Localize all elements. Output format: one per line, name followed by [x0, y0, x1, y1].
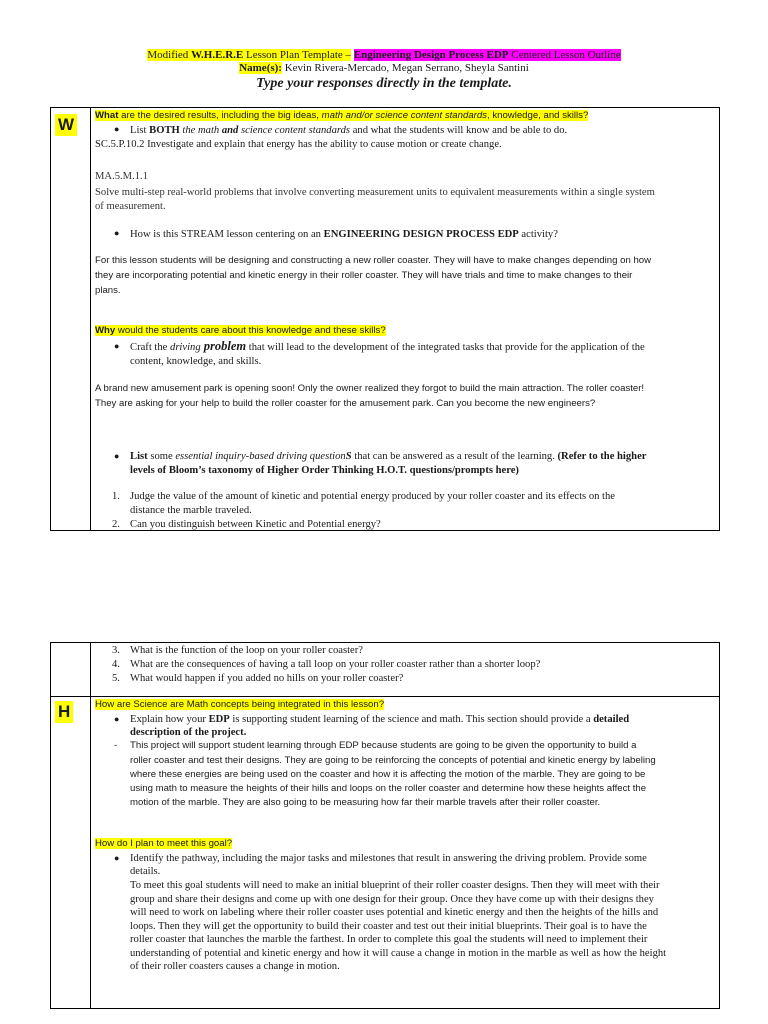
stream-paragraph-line: plans. — [95, 285, 121, 296]
bullet-text: and what the students will know and be able to do. — [350, 125, 568, 136]
names-value: Kevin Rivera-Mercado, Megan Serrano, Sheyla Santini — [284, 62, 529, 74]
q-keyword: What — [95, 110, 119, 121]
q-part-italic: math and/or science content standards — [321, 110, 487, 121]
question-item: Judge the value of the amount of kinetic and potential energy produced by your roller coaster and its effects on the — [130, 491, 616, 502]
goal-question: How do I plan to meet this goal? — [95, 838, 233, 849]
pathway-paragraph-line: group and share their designs and come up with one design for their group. Once they have come up with their designs they — [130, 894, 654, 905]
pathway-paragraph-line: To meet this goal students will need to make an initial blueprint of their roller coaster designs. Then they will meet with their — [130, 880, 660, 891]
q-part: would the students care about this knowledge and these skills? — [115, 325, 386, 336]
bullet-text: is supporting student learning of the science and math. This section should provide a — [229, 714, 594, 725]
bullet-bold-italic: and — [221, 125, 239, 136]
q-part: , knowledge, and skills? — [486, 110, 589, 121]
driving-problem-bullet — [130, 340, 645, 354]
questions-bullet-line2: levels of Bloom’s taxonomy of Higher Order Thinking H.O.T. questions/prompts here) — [130, 465, 519, 476]
question-item: Can you distinguish between Kinetic and Potential energy? — [130, 519, 381, 530]
list-number: 3. — [112, 645, 120, 656]
question-item: What is the function of the loop on your roller coaster? — [130, 645, 363, 656]
edp-bullet-line2: description of the project. — [130, 727, 247, 738]
pathway-paragraph-line: understanding of potential and kinetic energy and how it will cause a change in motion in the marble as well as how the height — [130, 948, 667, 959]
bullet-italic: driving — [170, 342, 201, 353]
bullet-text: that can be answered as a result of the learning. — [351, 451, 558, 462]
edp-paragraph-line: using math to measure the heights of their hills and loops on the roller coaster and determine how these heights affect the — [130, 783, 647, 794]
pathway-bullet: Identify the pathway, including the major tasks and milestones that result in answering the driving problem. Provide some — [130, 853, 647, 864]
edp-bullet — [130, 713, 629, 726]
instruction-line: Type your responses directly in the template. — [256, 76, 512, 91]
stream-paragraph-line: they are incorporating potential and kinetic energy in their roller coaster. They will have trials and time to make changes to their — [95, 270, 633, 281]
bullet-bold: List — [130, 451, 148, 462]
bullet-bold: BOTH — [149, 125, 180, 136]
bullet-bold: detailed — [593, 714, 630, 725]
bullet-text: some — [147, 451, 176, 462]
how-question: How are Science are Math concepts being integrated in this lesson? — [95, 699, 385, 710]
pathway-bullet-line2: details. — [130, 866, 161, 877]
why-question — [95, 324, 386, 339]
row-divider — [51, 696, 719, 697]
pathway-paragraph-line: of their roller coasters causes a change in motion. — [130, 961, 340, 972]
names-label: Name(s): — [239, 62, 282, 74]
bullet-italic: the math — [179, 125, 222, 136]
title-part: Modified — [147, 49, 189, 61]
stream-bullet — [130, 228, 558, 241]
edp-paragraph-line: where these energies are being used on the coaster and how it is affecting the motion of the marble. They are going to be — [130, 769, 646, 780]
science-standard: SC.5.P.10.2 Investigate and explain that energy has the ability to cause motion or create change. — [95, 139, 502, 150]
template-title — [0, 48, 768, 62]
bullet-text: that will lead to the development of the integrated tasks that provide for the application of the — [246, 342, 645, 353]
bullet-text: List — [130, 125, 150, 136]
bullet-icon: ● — [114, 714, 120, 724]
standards-bullet — [130, 124, 567, 137]
w-letter: W — [55, 114, 77, 136]
driving-problem-paragraph-line: A brand new amusement park is opening soon! Only the owner realized they forgot to build the main attraction. The roller coaster! — [95, 383, 645, 394]
title-part: Lesson Plan Template – — [245, 49, 352, 61]
h-letter: H — [55, 701, 73, 723]
list-number: 1. — [112, 491, 120, 502]
title-acronym: W.H.E.R.E — [191, 49, 244, 61]
bullet-bold-italic: problem — [200, 339, 247, 353]
question-item-line2: distance the marble traveled. — [130, 505, 252, 516]
column-divider — [90, 108, 91, 530]
bullet-icon: ● — [114, 124, 120, 134]
stream-paragraph-line: For this lesson students will be designing and constructing a new roller coaster. They will have to make changes depending on how — [95, 255, 652, 266]
question-item: What would happen if you added no hills on your roller coaster? — [130, 673, 404, 684]
q-keyword: Why — [95, 325, 116, 336]
bullet-bold: (Refer to the higher — [557, 451, 647, 462]
bullet-italic: science content standards — [238, 125, 351, 136]
bullet-icon: ● — [114, 451, 120, 461]
bullet-bold-italic: S — [345, 451, 352, 462]
pathway-paragraph-line: will need to work on labeling where their roller coaster uses potential and kinetic energy and then the heights of the hills and — [130, 907, 659, 918]
edp-paragraph-line: This project will support student learning through EDP because students are going to be given the opportunity to build a — [130, 740, 637, 751]
list-number: 5. — [112, 673, 120, 684]
bullet-text: Explain how your — [130, 714, 209, 725]
bullet-bold: EDP — [208, 714, 230, 725]
column-divider — [90, 643, 91, 1008]
bullet-icon: ● — [114, 228, 120, 238]
names-line — [0, 62, 768, 75]
bullet-bold: ENGINEERING DESIGN PROCESS EDP — [323, 229, 519, 240]
bullet-text: How is this STREAM lesson centering on an — [130, 229, 324, 240]
document-header — [0, 48, 768, 93]
edp-paragraph-line: motion of the marble. They are also going to be measuring how far their marble travels after their roller coaster. — [130, 797, 601, 808]
math-standard-line: of measurement. — [95, 201, 166, 212]
dash-marker: - — [114, 740, 118, 751]
bullet-italic: essential inquiry-based driving question — [175, 451, 346, 462]
bullet-text: Craft the — [130, 342, 171, 353]
q-part: are the desired results, including the big ideas, — [118, 110, 322, 121]
driving-problem-line2: content, knowledge, and skills. — [130, 356, 262, 367]
bullet-icon: ● — [114, 341, 120, 351]
pathway-paragraph-line: roller coaster that launches the marble the farthest. In order to complete this goal the students will need to implement their — [130, 934, 648, 945]
driving-problem-paragraph-line: They are asking for your help to build the roller coaster for the amusement park. Can you become the new engineers? — [95, 398, 596, 409]
math-standard-code: MA.5.M.1.1 — [95, 171, 148, 182]
title-edp: Engineering Design Process EDP — [353, 49, 509, 61]
bullet-text: activity? — [518, 229, 558, 240]
what-question — [95, 109, 588, 124]
list-number: 2. — [112, 519, 120, 530]
question-item: What are the consequences of having a tall loop on your roller coaster rather than a shorter loop? — [130, 659, 541, 670]
bullet-icon: ● — [114, 853, 120, 863]
edp-paragraph-line: roller coaster and test their designs. They are going to be reinforcing the concepts of potential and kinetic energy by labeling — [130, 755, 656, 766]
list-number: 4. — [112, 659, 120, 670]
questions-bullet — [130, 450, 646, 463]
pathway-paragraph-line: loops. Then they will get the opportunity to build their coaster and test out their initial blueprints. Their goal is to have the — [130, 921, 647, 932]
title-part: Centered Lesson Outline — [511, 49, 621, 61]
math-standard-line: Solve multi-step real-world problems that involve converting measurement units to equivalent measurements within a single system — [95, 187, 655, 198]
